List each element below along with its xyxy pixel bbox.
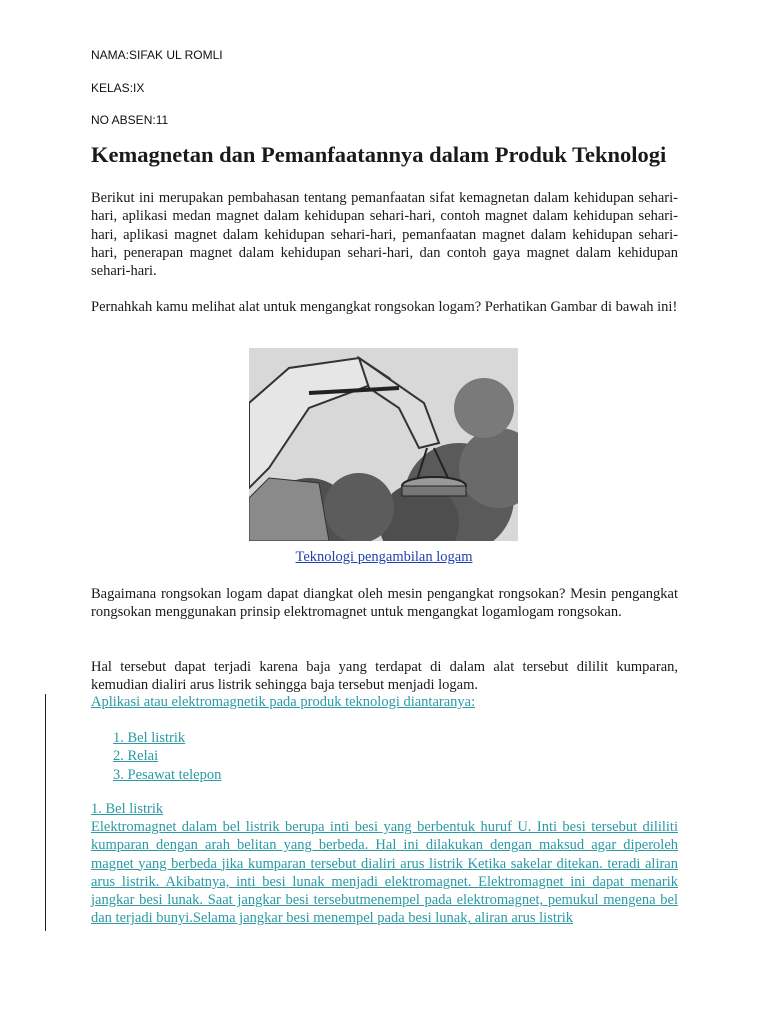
electromagnet-crane-photo [249,348,518,541]
crane-illustration [249,348,518,541]
intro-paragraph: Berikut ini merupakan pembahasan tentang pemanfaatan sifat kemagnetan dalam kehidupan sehari-hari, aplikasi medan magnet dalam kehidupan sehari-hari, contoh magnet dalam kehidupan sehari-hari, aplikasi magnet dalam kehidupan sehari-hari, pemanfaatan magnet dalam kehidupan sehari-hari, penerapan magnet dalam kehidupan sehari-hari, dan contoh gaya magnet dalam kehidupan sehari-hari. [91,190,678,280]
paragraph-2: Bagaimana rongsokan logam dapat diangkat oleh mesin pengangkat rongsokan? Mesin pengangkat rongsokan menggunakan prinsip elektromagnet untuk mengangkat logamlogam rongsokan. [91,586,678,621]
student-name: NAMA:SIFAK UL ROMLI [91,48,223,62]
section-1-heading[interactable]: 1. Bel listrik [91,801,164,817]
student-absen-number: NO ABSEN:11 [91,113,169,127]
applications-heading[interactable]: Aplikasi atau elektromagnetik pada produk teknologi diantaranya: [91,694,476,710]
document-title: Kemagnetan dan Pemanfaatannya dalam Produk Teknologi [91,142,667,167]
list-item[interactable]: 3. Pesawat telepon [113,766,222,783]
section-1-text[interactable]: Elektromagnet dalam bel listrik berupa inti besi yang berbentuk huruf U. Inti besi tersebut dililiti kumparan dengan arah belitan yang berbeda. Hal ini dilakukan dengan maksud agar diperoleh magnet yang berbeda jika kumparan tersebut dialiri arus listrik Ketika sakelar ditekan. teradi aliran arus listrik. Akibatnya, inti besi lunak menjadi elektromagnet. Elektromagnet ini dapat menarik jangkar besi lunak. Saat jangkar besi tersebutmenempel pada elektromagnet, pemukul mengena bel dan terjadi bunyi.Selama jangkar besi menempel pada besi lunak, aliran arus listrik [91,819,678,927]
figure-caption-link[interactable]: Teknologi pengambilan logam [295,549,473,565]
list-item[interactable]: 2. Relai [113,748,159,765]
change-bar [45,694,46,931]
question-paragraph: Pernahkah kamu melihat alat untuk mengangkat rongsokan logam? Perhatikan Gambar di bawah ini! [91,299,678,315]
applications-list [113,729,221,784]
list-item[interactable]: 1. Bel listrik [113,730,186,746]
paragraph-3: Hal tersebut dapat terjadi karena baja yang terdapat di dalam alat tersebut dililit kumparan, kemudian dialiri arus listrik sehingga baja tersebut menjadi logam. [91,659,678,694]
student-class: KELAS:IX [91,81,145,95]
